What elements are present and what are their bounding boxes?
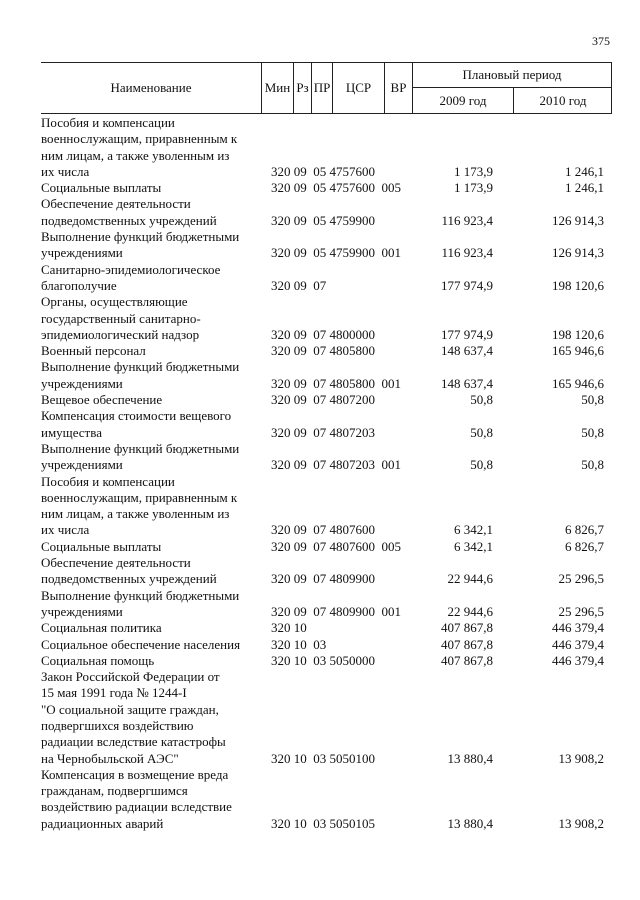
row-name: Социальные выплаты bbox=[41, 180, 162, 196]
row-value-2010: 446 379,4 bbox=[552, 636, 604, 652]
header-pr: ПР bbox=[311, 63, 332, 113]
table-header bbox=[41, 62, 612, 114]
row-name: Выполнение функций бюджетными учреждениями bbox=[41, 359, 240, 391]
row-name: Компенсация стоимости вещевого имущества bbox=[41, 408, 232, 440]
row-value-2010: 25 296,5 bbox=[558, 571, 604, 587]
header-vr: ВР bbox=[384, 63, 412, 113]
row-value-2010: 50,8 bbox=[581, 457, 604, 473]
row-name: Социальные выплаты bbox=[41, 538, 162, 554]
row-name: Компенсация в возмещение вреда гражданам, подвергшимся воздействию радиации вследствие радиационных аварий bbox=[41, 766, 232, 831]
row-value-2010: 126 914,3 bbox=[552, 212, 604, 228]
row-value-2009: 6 342,1 bbox=[454, 522, 493, 538]
row-codes: 320 09 07 4807600 005 bbox=[271, 538, 401, 554]
row-codes: 320 10 03 5050100 bbox=[271, 750, 375, 766]
row-value-2010: 1 246,1 bbox=[565, 180, 604, 196]
row-value-2010: 126 914,3 bbox=[552, 245, 604, 261]
table-row bbox=[41, 262, 612, 295]
page-number: 375 bbox=[592, 34, 610, 48]
row-codes: 320 09 07 4800000 bbox=[271, 326, 375, 342]
row-value-2010: 165 946,6 bbox=[552, 343, 604, 359]
row-name: Выполнение функций бюджетными учреждениями bbox=[41, 440, 240, 473]
table-row bbox=[41, 441, 612, 474]
table-row bbox=[41, 408, 612, 441]
table-row bbox=[41, 294, 612, 343]
row-name: Социальная помощь bbox=[41, 652, 155, 668]
table-row bbox=[41, 669, 612, 767]
row-value-2009: 116 923,4 bbox=[441, 212, 493, 228]
table-row bbox=[41, 474, 612, 539]
row-name: Выполнение функций бюджетными учреждениями bbox=[41, 587, 240, 619]
row-codes: 320 09 05 4759900 001 bbox=[271, 245, 401, 261]
row-value-2009: 22 944,6 bbox=[447, 603, 493, 619]
table-row bbox=[41, 359, 612, 392]
row-value-2009: 50,8 bbox=[470, 457, 493, 473]
header-name: Наименование bbox=[110, 80, 192, 95]
table-body bbox=[41, 115, 612, 832]
row-value-2010: 50,8 bbox=[581, 424, 604, 440]
row-value-2009: 1 173,9 bbox=[454, 180, 493, 196]
row-value-2010: 198 120,6 bbox=[552, 326, 604, 342]
row-value-2010: 13 908,2 bbox=[558, 750, 604, 766]
row-value-2010: 446 379,4 bbox=[552, 652, 604, 668]
row-name: Обеспечение деятельности подведомственных учреждений bbox=[41, 555, 217, 587]
row-value-2009: 116 923,4 bbox=[441, 245, 493, 261]
row-value-2009: 50,8 bbox=[470, 392, 493, 408]
header-rz: Рз bbox=[293, 63, 311, 113]
row-value-2009: 1 173,9 bbox=[454, 163, 493, 179]
row-name: Закон Российской Федерации от 15 мая 1991 года № 1244-I "О социальной защите граждан, подвергшихся воздействию радиации вследствие катастрофы на Чернобыльской АЭС" bbox=[41, 669, 226, 766]
header-year-2009: 2009 год bbox=[439, 92, 487, 108]
row-value-2009: 407 867,8 bbox=[441, 636, 493, 652]
header-min: Мин bbox=[261, 63, 293, 113]
row-value-2009: 177 974,9 bbox=[441, 277, 493, 293]
row-value-2010: 25 296,5 bbox=[558, 603, 604, 619]
header-year-2010: 2010 год bbox=[513, 88, 612, 113]
row-value-2009: 407 867,8 bbox=[441, 652, 493, 668]
row-value-2010: 446 379,4 bbox=[552, 620, 604, 636]
row-name: Социальная политика bbox=[41, 620, 162, 636]
row-codes: 320 09 05 4757600 bbox=[271, 163, 375, 179]
row-codes: 320 10 03 5050000 bbox=[271, 652, 375, 668]
row-codes: 320 09 07 4805800 bbox=[271, 343, 375, 359]
table-row bbox=[41, 343, 612, 359]
row-name: Обеспечение деятельности подведомственных учреждений bbox=[41, 196, 217, 228]
table-row bbox=[41, 555, 612, 588]
table-row bbox=[41, 539, 612, 555]
row-codes: 320 09 05 4759900 bbox=[271, 212, 375, 228]
row-value-2009: 50,8 bbox=[470, 424, 493, 440]
table-row bbox=[41, 392, 612, 408]
table-row bbox=[41, 180, 612, 196]
header-plan-group bbox=[412, 63, 612, 113]
row-value-2010: 13 908,2 bbox=[558, 815, 604, 831]
header-csr: ЦСР bbox=[332, 63, 384, 113]
row-name: Органы, осуществляющие государственный санитарно- эпидемиологический надзор bbox=[41, 294, 201, 342]
row-value-2009: 177 974,9 bbox=[441, 326, 493, 342]
row-codes: 320 09 07 4807200 bbox=[271, 392, 375, 408]
row-value-2009: 13 880,4 bbox=[447, 750, 493, 766]
row-codes: 320 09 07 4807203 001 bbox=[271, 457, 401, 473]
row-name: Социальное обеспечение населения bbox=[41, 636, 241, 652]
table-row bbox=[41, 196, 612, 229]
row-codes: 320 09 05 4757600 005 bbox=[271, 180, 401, 196]
row-value-2010: 6 826,7 bbox=[565, 538, 604, 554]
table-row bbox=[41, 115, 612, 180]
row-codes: 320 09 07 4805800 001 bbox=[271, 375, 401, 391]
row-value-2009: 148 637,4 bbox=[441, 343, 493, 359]
table-row bbox=[41, 653, 612, 669]
row-value-2009: 148 637,4 bbox=[441, 375, 493, 391]
row-name: Пособия и компенсации военнослужащим, приравненным к ним лицам, а также уволенным из их числа bbox=[41, 115, 238, 179]
row-value-2010: 1 246,1 bbox=[565, 163, 604, 179]
row-codes: 320 10 03 5050105 bbox=[271, 815, 375, 831]
table-row bbox=[41, 620, 612, 636]
header-plan: Плановый период bbox=[413, 63, 611, 88]
row-name: Вещевое обеспечение bbox=[41, 392, 163, 408]
row-codes: 320 10 03 bbox=[271, 636, 327, 652]
row-value-2010: 165 946,6 bbox=[552, 375, 604, 391]
row-value-2009: 22 944,6 bbox=[447, 571, 493, 587]
row-name: Санитарно-эпидемиологическое благополучие bbox=[41, 261, 221, 293]
row-value-2010: 6 826,7 bbox=[565, 522, 604, 538]
row-codes: 320 09 07 4807600 bbox=[271, 522, 375, 538]
row-value-2009: 13 880,4 bbox=[447, 815, 493, 831]
row-value-2010: 50,8 bbox=[581, 392, 604, 408]
table-row bbox=[41, 588, 612, 621]
table-row bbox=[41, 229, 612, 262]
row-value-2010: 198 120,6 bbox=[552, 277, 604, 293]
row-name: Выполнение функций бюджетными учреждениями bbox=[41, 229, 240, 261]
row-value-2009: 6 342,1 bbox=[454, 538, 493, 554]
row-codes: 320 09 07 4809900 001 bbox=[271, 603, 401, 619]
row-codes: 320 10 bbox=[271, 620, 307, 636]
row-name: Пособия и компенсации военнослужащим, приравненным к ним лицам, а также уволенным из их числа bbox=[41, 473, 238, 538]
row-codes: 320 09 07 4807203 bbox=[271, 424, 375, 440]
table-row bbox=[41, 637, 612, 653]
table-row bbox=[41, 767, 612, 832]
row-name: Военный персонал bbox=[41, 343, 146, 359]
row-codes: 320 09 07 bbox=[271, 277, 327, 293]
row-codes: 320 09 07 4809900 bbox=[271, 571, 375, 587]
row-value-2009: 407 867,8 bbox=[441, 620, 493, 636]
